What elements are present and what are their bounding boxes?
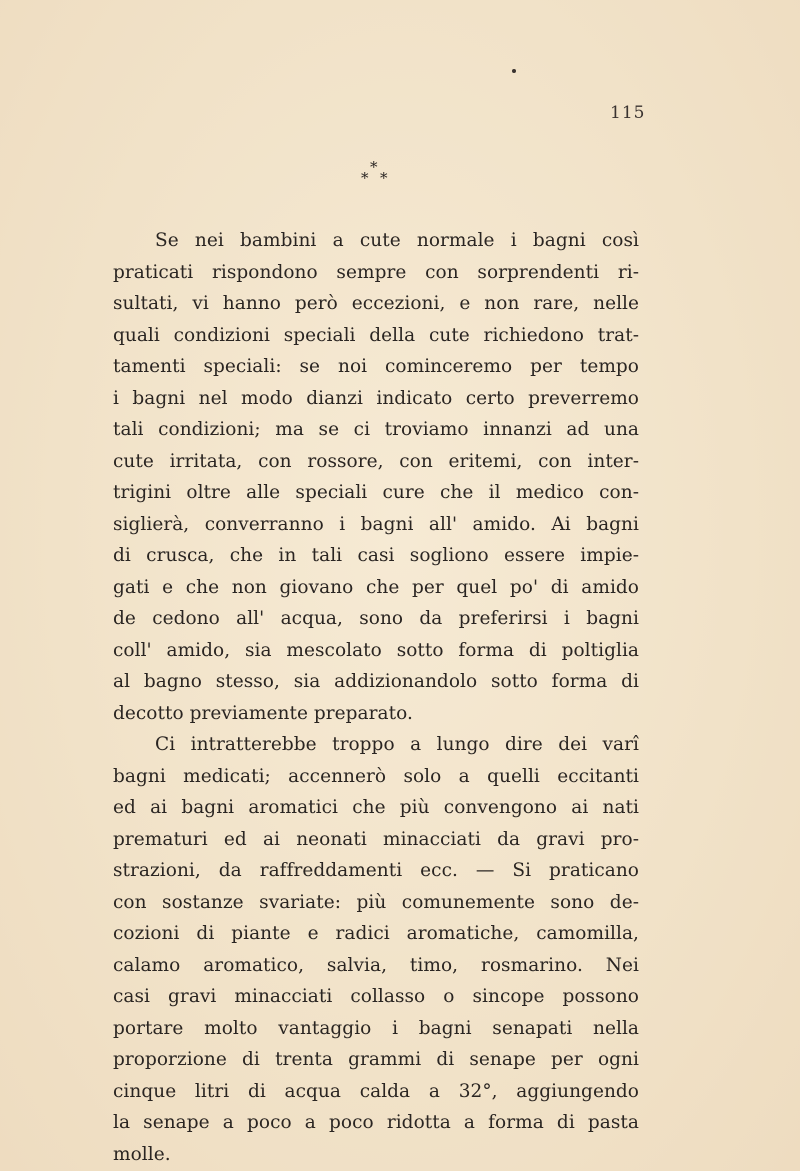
text-line: coll' amido, sia mescolato sotto forma di poltiglia xyxy=(113,639,639,661)
text-line: la senape a poco a poco ridotta a forma di pasta xyxy=(113,1112,639,1133)
text-line: cinque litri di acqua calda a 32°, aggiungendo xyxy=(113,1080,639,1102)
asterism-star: * xyxy=(361,169,369,187)
text-line: de cedono all' acqua, sono da preferirsi i bagni xyxy=(113,608,639,629)
text-line: portare molto vantaggio i bagni senapati nella xyxy=(113,1017,639,1039)
text-line: ed ai bagni aromatici che più convengono ai nati xyxy=(113,797,639,818)
text-line: prematuri ed ai neonati minacciati da gravi pro- xyxy=(113,828,639,850)
page-number: 115 xyxy=(610,103,646,123)
text-line: Ci intratterebbe troppo a lungo dire dei varî xyxy=(155,734,639,755)
text-line: Se nei bambini a cute normale i bagni così xyxy=(155,230,639,251)
text-line: i bagni nel modo dianzi indicato certo preverremo xyxy=(113,387,639,409)
text-line: tali condizioni; ma se ci troviamo innanzi ad una xyxy=(113,419,639,440)
text-line: siglierà, converranno i bagni all' amido. Ai bagni xyxy=(113,513,639,535)
text-line: strazioni, da raffreddamenti ecc. — Si praticano xyxy=(113,860,639,881)
text-line: praticati rispondono sempre con sorprendenti ri- xyxy=(113,261,639,283)
text-line: quali condizioni speciali della cute richiedono trat- xyxy=(113,324,639,346)
body-text xyxy=(113,225,639,1170)
text-line: decotto previamente preparato. xyxy=(113,702,413,724)
text-line: con sostanze svariate: più comunemente sono de- xyxy=(113,891,639,913)
text-line: molle. xyxy=(113,1143,171,1165)
asterism-star: * xyxy=(370,158,378,176)
text-line: cute irritata, con rossore, con eritemi, con inter- xyxy=(113,450,639,472)
text-line: bagni medicati; accennerò solo a quelli eccitanti xyxy=(113,765,639,787)
text-line: casi gravi minacciati collasso o sincope possono xyxy=(113,986,639,1007)
text-line: gati e che non giovano che per quel po' di amido xyxy=(113,576,639,598)
text-line: al bagno stesso, sia addizionandolo sotto forma di xyxy=(113,671,639,692)
text-line: cozioni di piante e radici aromatiche, camomilla, xyxy=(113,923,639,944)
text-line: tamenti speciali: se noi cominceremo per tempo xyxy=(113,356,639,377)
text-line: di crusca, che in tali casi sogliono essere impie- xyxy=(113,545,639,566)
text-line: trigini oltre alle speciali cure che il medico con- xyxy=(113,482,639,503)
text-line: proporzione di trenta grammi di senape per ogni xyxy=(113,1049,639,1070)
ink-dot xyxy=(512,69,516,73)
text-line: sultati, vi hanno però eccezioni, e non rare, nelle xyxy=(113,293,639,314)
text-line: calamo aromatico, salvia, timo, rosmarino. Nei xyxy=(113,954,639,976)
asterism-star: * xyxy=(380,169,388,187)
asterism-separator xyxy=(358,158,398,192)
